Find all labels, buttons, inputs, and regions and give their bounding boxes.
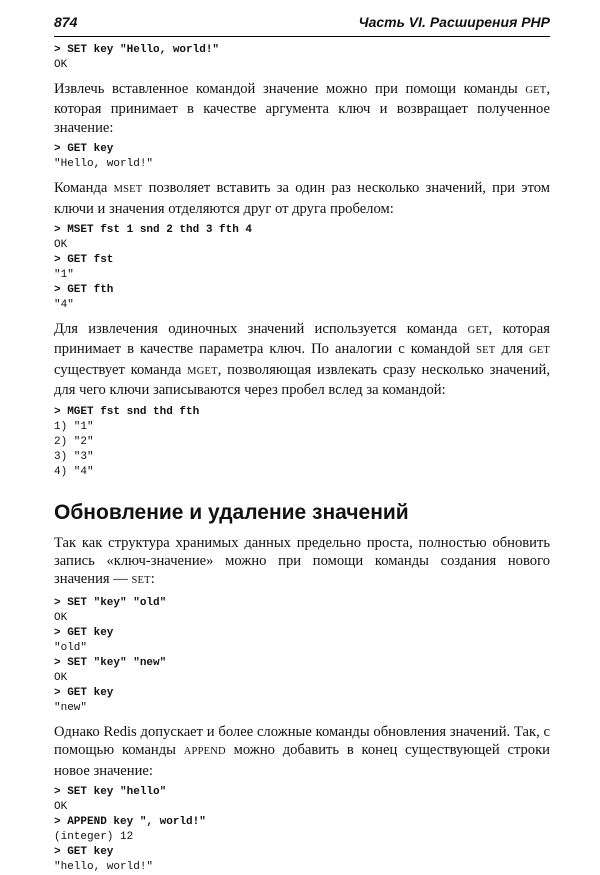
code-line: "old": [54, 641, 88, 654]
command-name: MGET: [187, 365, 218, 377]
code-block-mset: [54, 223, 550, 313]
paragraph-mset-intro: [54, 179, 550, 218]
code-line: 3) "3": [54, 450, 94, 463]
code-line: "hello, world!": [54, 861, 154, 874]
code-line: 4) "4": [54, 465, 94, 478]
section-heading: Обновление и удаление значений: [54, 500, 409, 524]
code-block-append: [54, 785, 550, 875]
paragraph-mget-intro: [54, 320, 550, 400]
command-name: SET: [131, 575, 151, 587]
code-line: 2) "2": [54, 435, 94, 448]
code-line: OK: [54, 671, 68, 684]
code-line: "1": [54, 269, 74, 282]
command-name: GET: [528, 345, 550, 357]
code-line: > APPEND key ", world!": [54, 816, 206, 829]
code-line: > SET "key" "new": [54, 656, 167, 669]
command-name: APPEND: [183, 746, 226, 758]
code-line: > SET key "hello": [54, 786, 167, 799]
code-line: OK: [54, 239, 68, 252]
book-page: [54, 14, 550, 875]
code-line: > SET "key" "old": [54, 596, 167, 609]
text-run: Извлечь вставленное командой значение можно при помощи команды: [54, 81, 526, 97]
code-block-get-key: [54, 142, 550, 172]
code-line: > GET fst: [54, 254, 114, 267]
code-line: > GET fth: [54, 284, 114, 297]
code-line: > GET key: [54, 846, 114, 859]
paragraph-get-intro: [54, 80, 550, 137]
code-line: "Hello, world!": [54, 158, 154, 171]
code-line: "new": [54, 701, 88, 714]
text-run: , которая принимает в качестве параметра ключ. По аналогии с командой: [54, 321, 550, 358]
command-name: SET: [476, 345, 496, 357]
text-run: :: [150, 571, 155, 588]
command-name: GET: [467, 325, 489, 337]
code-block-set-hello: [54, 43, 550, 73]
text-run: для: [495, 341, 529, 358]
code-line: > GET key: [54, 626, 114, 639]
part-title: Часть VI. Расширения PHP: [358, 14, 550, 30]
code-line: "4": [54, 299, 74, 312]
code-block-mget: [54, 405, 550, 480]
code-line: OK: [54, 611, 68, 624]
text-run: Однако Redis допускает и более сложные команды обновления значений. Так, с помощью команды: [54, 723, 550, 759]
code-line: > MSET fst 1 snd 2 thd 3 fth 4: [54, 224, 253, 237]
text-run: Так как структура хранимых данных предельно проста, полностью обновить запись «ключ-значение» можно при помощи команды создания нового значения —: [54, 534, 550, 588]
command-name: GET: [525, 85, 547, 96]
code-block-update: [54, 596, 550, 716]
text-run: , позволяющая извлекать сразу несколько значений, для чего ключи записываются через пробел вслед за командой:: [54, 361, 550, 399]
running-header: [54, 14, 550, 37]
text-run: существует команда: [54, 361, 188, 378]
text-run: Команда: [54, 180, 114, 197]
paragraph-append-intro: [54, 723, 550, 780]
text-run: можно добавить в конец существующей строки новое значение:: [54, 742, 550, 779]
text-run: , которая принимает в качестве аргумента ключ и возвращает полученное значение:: [54, 81, 550, 136]
code-line: > SET key "Hello, world!": [54, 44, 220, 56]
code-line: 1) "1": [54, 420, 94, 433]
code-line: OK: [54, 59, 68, 71]
code-line: > GET key: [54, 143, 114, 156]
command-name: MSET: [113, 184, 143, 196]
code-line: OK: [54, 801, 68, 814]
text-run: позволяет вставить за один раз несколько значений, при этом ключи и значения отделяются друг от друга пробелом:: [54, 180, 551, 217]
paragraph-update-intro: [54, 534, 550, 591]
code-line: (integer) 12: [54, 831, 134, 844]
text-run: Для извлечения одиночных значений используется команда: [54, 321, 468, 338]
page-number: 874: [54, 14, 78, 30]
code-line: > GET key: [54, 686, 114, 699]
code-line: > MGET fst snd thd fth: [54, 405, 200, 418]
